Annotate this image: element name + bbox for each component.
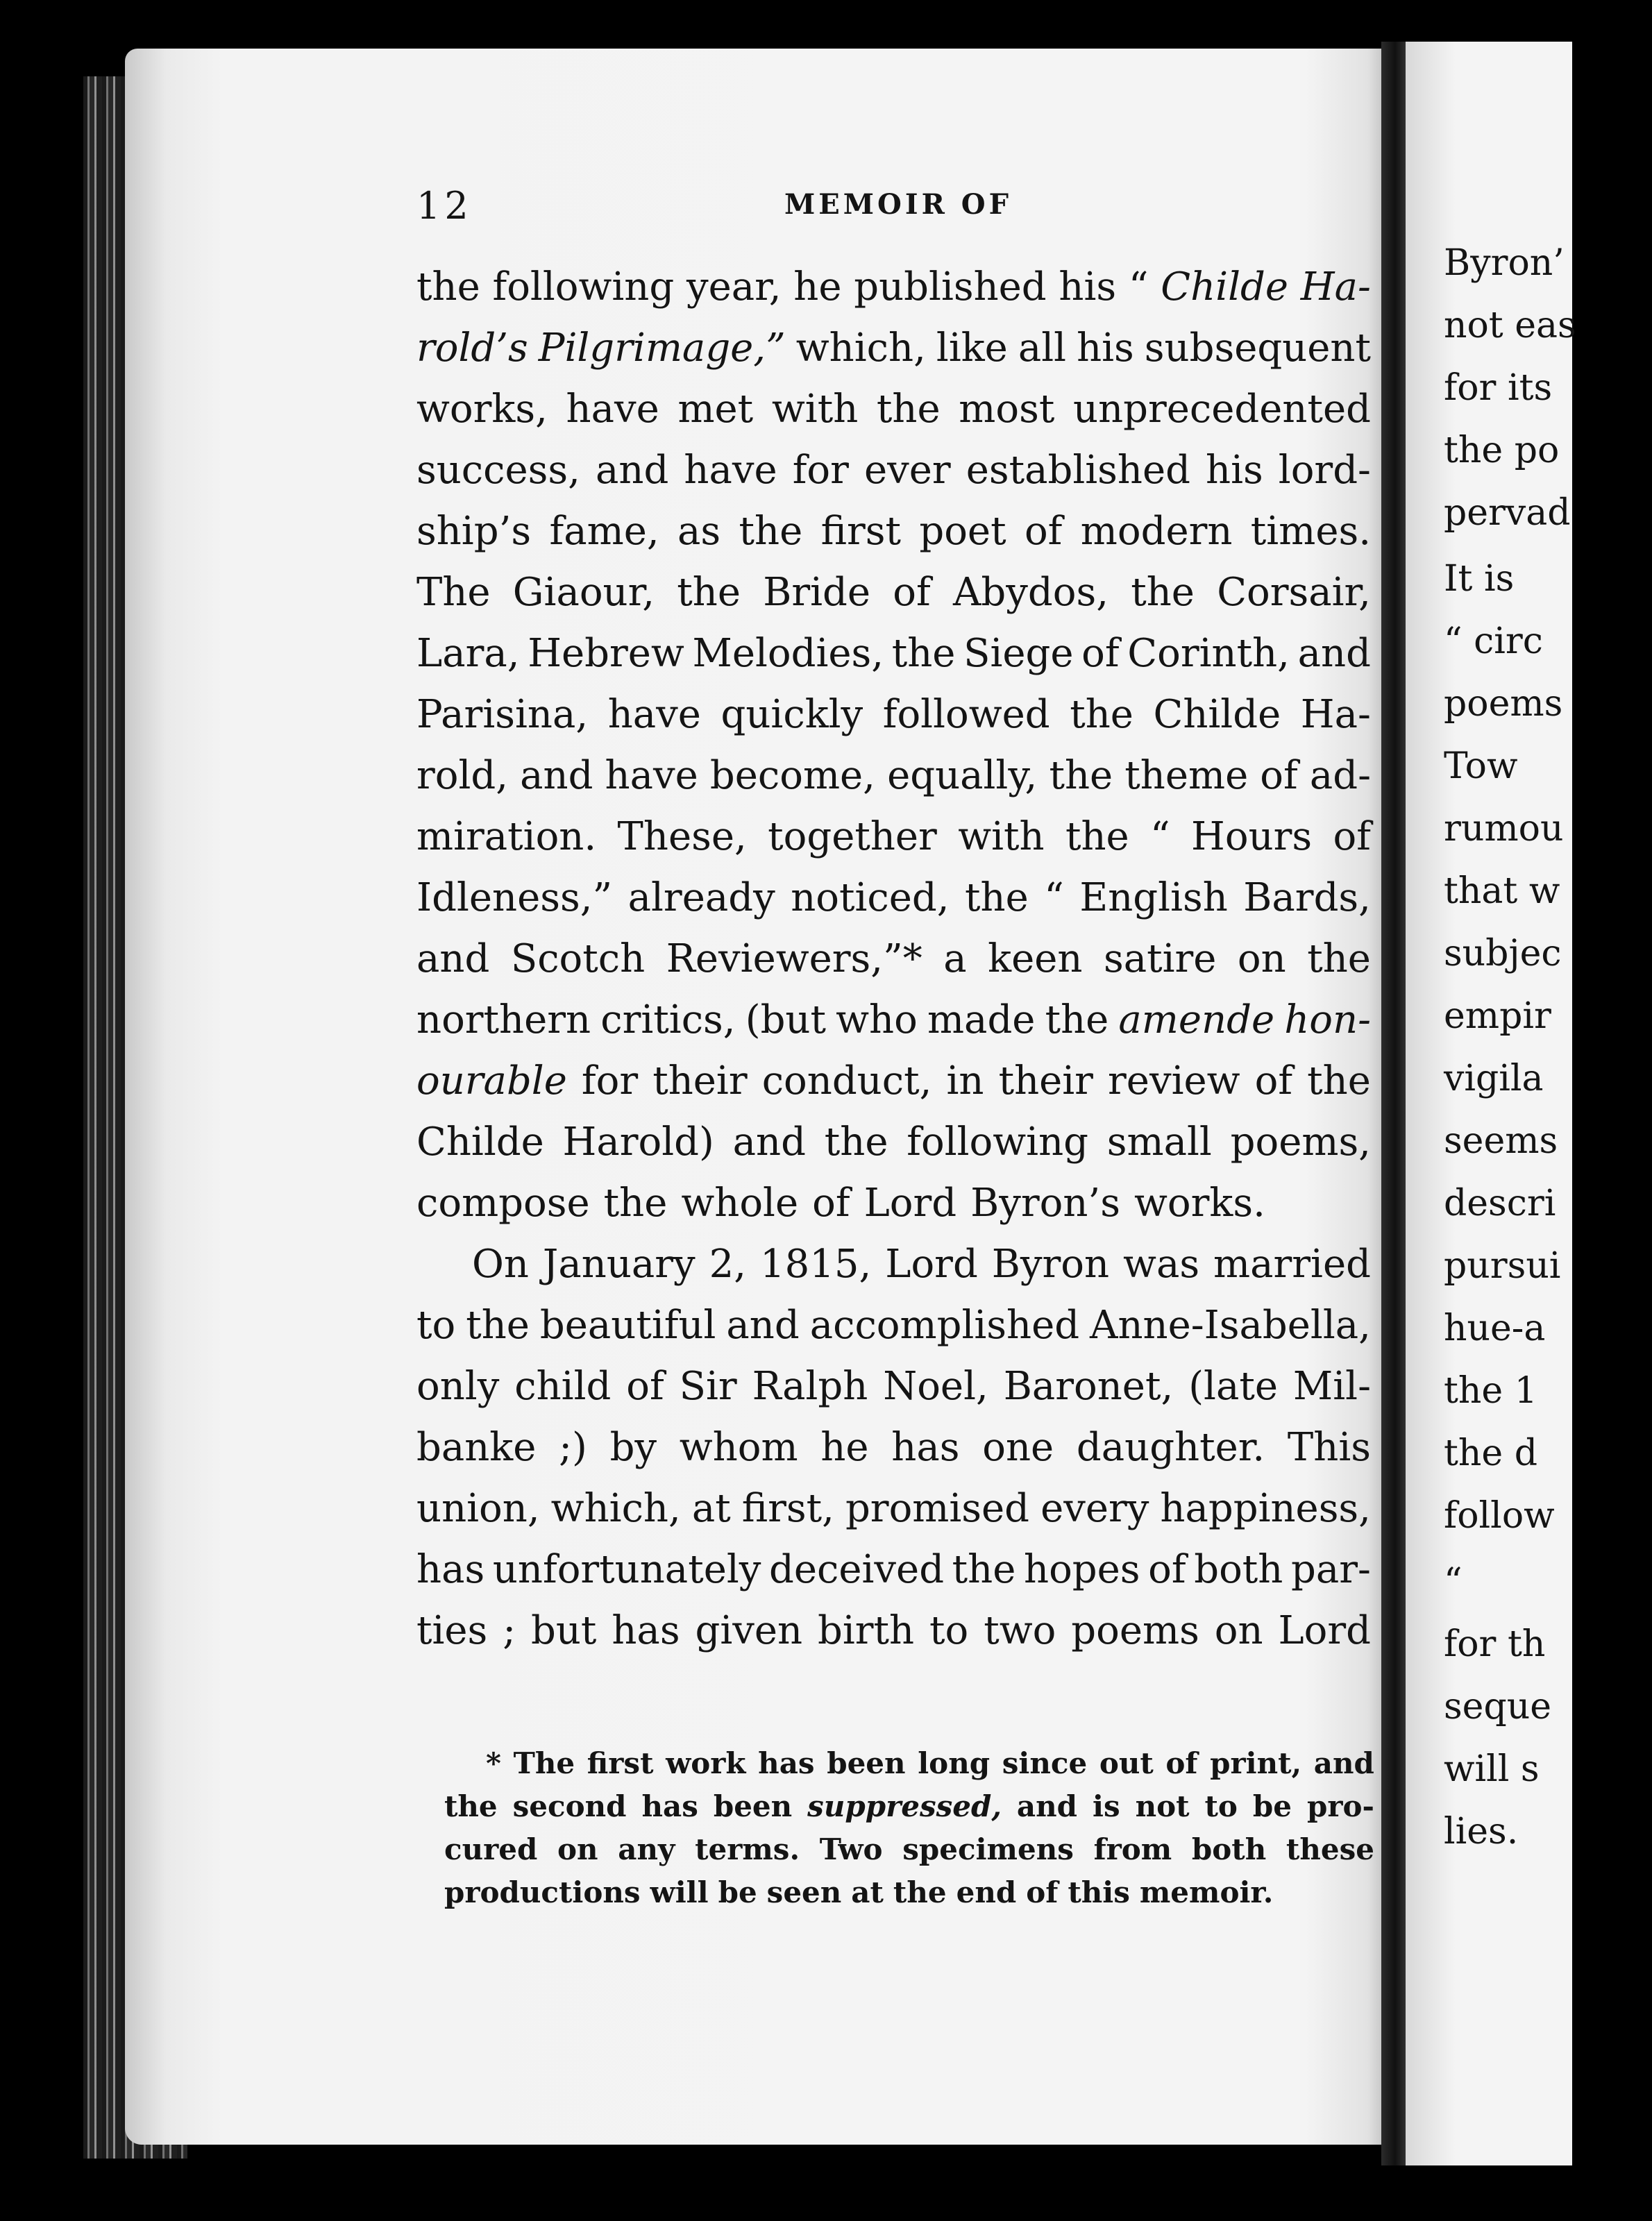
- word: Ha-: [1300, 264, 1371, 310]
- word: given: [695, 1608, 803, 1653]
- right-page-line: “ circ: [1444, 620, 1543, 662]
- word: Ha-: [1300, 692, 1371, 737]
- word: daughter.: [1076, 1425, 1265, 1470]
- body-line: [416, 1295, 1371, 1356]
- word: Siege: [963, 631, 1074, 676]
- word: unprecedented: [1073, 387, 1371, 432]
- word: have: [607, 692, 701, 737]
- footnote-word: any: [618, 1832, 675, 1866]
- footnote-word: be: [718, 1875, 757, 1909]
- word: has: [416, 1547, 485, 1592]
- word: as: [677, 509, 721, 554]
- footnote-word: this: [1068, 1875, 1130, 1909]
- word: of: [1148, 1547, 1186, 1592]
- word: rold’s: [416, 326, 528, 371]
- word: most: [959, 387, 1055, 432]
- word: January: [542, 1242, 696, 1287]
- word: works,: [416, 387, 548, 432]
- body-line: [416, 1234, 1371, 1295]
- word: which,: [550, 1486, 681, 1531]
- word: ;): [559, 1425, 587, 1470]
- word: conduct,: [761, 1058, 932, 1104]
- word: of: [893, 570, 931, 615]
- word: Pilgrimage,”: [538, 326, 786, 371]
- word: poems,: [1230, 1120, 1371, 1165]
- body-line: [416, 318, 1371, 379]
- word: works.: [1133, 1181, 1265, 1226]
- word: noticed,: [791, 875, 950, 920]
- body-line: [416, 440, 1371, 501]
- word: quickly: [720, 692, 863, 737]
- word: Byron: [991, 1242, 1110, 1287]
- word: in: [946, 1058, 984, 1104]
- footnote-word: has: [641, 1789, 698, 1823]
- footnote-word: to: [1204, 1789, 1238, 1823]
- word: the: [876, 387, 941, 432]
- body-line: [416, 257, 1371, 318]
- right-page-line: poems: [1444, 683, 1563, 725]
- footnote-word: from: [1093, 1832, 1172, 1866]
- word: satire: [1103, 936, 1217, 981]
- body-line: [416, 1112, 1371, 1173]
- footnote-word: the: [444, 1789, 498, 1823]
- footnote-word: out: [1099, 1746, 1154, 1780]
- word: Ralph: [752, 1364, 868, 1409]
- word: union,: [416, 1486, 540, 1531]
- word: the: [603, 1181, 668, 1226]
- footnote-word: pro-: [1306, 1789, 1374, 1823]
- word: banke: [416, 1425, 537, 1470]
- right-page-line: empir: [1444, 995, 1551, 1037]
- word: the: [1307, 1058, 1371, 1104]
- word: the: [1049, 753, 1113, 798]
- word: unfortunately: [492, 1547, 761, 1592]
- word: ;: [503, 1608, 516, 1653]
- word: miration.: [416, 814, 597, 859]
- word: compose: [416, 1181, 590, 1226]
- footnote-word: has: [758, 1746, 815, 1780]
- footnote-word: cured: [444, 1832, 538, 1866]
- body-line: [416, 379, 1371, 440]
- right-page-line: descri: [1444, 1183, 1556, 1224]
- right-page-line: “: [1444, 1561, 1463, 1603]
- right-page-line: the d: [1444, 1433, 1537, 1474]
- word: published: [854, 264, 1047, 310]
- word: who: [836, 997, 918, 1042]
- right-page-line: will s: [1444, 1748, 1540, 1790]
- footnote-word: been: [827, 1746, 906, 1780]
- word: married: [1213, 1242, 1371, 1287]
- body-line: [416, 990, 1371, 1051]
- footnote-word: suppressed,: [807, 1789, 1002, 1823]
- word: Hebrew: [528, 631, 684, 676]
- footnote-word: work: [666, 1746, 746, 1780]
- word: two: [984, 1608, 1056, 1653]
- footnote-word: of: [1165, 1746, 1198, 1780]
- word: beautiful: [539, 1303, 716, 1348]
- word: and: [1297, 631, 1371, 676]
- word: the: [1307, 936, 1371, 981]
- word: Abydos,: [952, 570, 1109, 615]
- word: have: [605, 753, 698, 798]
- word: keen: [988, 936, 1083, 981]
- footnote-word: since: [1002, 1746, 1088, 1780]
- word: times.: [1250, 509, 1371, 554]
- footnote-word: terms.: [695, 1832, 800, 1866]
- word: fame,: [549, 509, 659, 554]
- right-page-line: Tow: [1444, 745, 1518, 787]
- word: “: [1044, 875, 1064, 920]
- word: ties: [416, 1608, 488, 1653]
- word: (late: [1188, 1364, 1278, 1409]
- word: already: [627, 875, 775, 920]
- word: lord-: [1278, 448, 1371, 493]
- footnote-word: and: [1313, 1746, 1374, 1780]
- footnote-word: *: [486, 1746, 501, 1780]
- word: following: [492, 264, 675, 310]
- right-page-line: that w: [1444, 870, 1560, 912]
- word: Reviewers,”*: [666, 936, 922, 981]
- word: Bards,: [1243, 875, 1371, 920]
- word: happiness,: [1160, 1486, 1371, 1531]
- word: modern: [1080, 509, 1233, 554]
- footnote-word: these: [1286, 1832, 1374, 1866]
- word: a: [943, 936, 967, 981]
- word: 2,: [709, 1242, 747, 1287]
- word: Giaour,: [512, 570, 655, 615]
- word: was: [1123, 1242, 1200, 1287]
- footnote-word: not: [1135, 1789, 1190, 1823]
- footnote-word: second: [512, 1789, 627, 1823]
- right-page-line: for its: [1444, 367, 1553, 409]
- right-page-line: It is: [1444, 558, 1515, 600]
- word: met: [677, 387, 754, 432]
- word: Parisina,: [416, 692, 589, 737]
- body-line: [416, 929, 1371, 990]
- word: every: [1040, 1486, 1149, 1531]
- word: Corinth,: [1127, 631, 1290, 676]
- word: These,: [617, 814, 747, 859]
- word: Lord: [863, 1181, 957, 1226]
- word: but: [531, 1608, 597, 1653]
- footnote-word: productions: [444, 1875, 641, 1909]
- word: Childe: [416, 1120, 544, 1165]
- word: poems: [1071, 1608, 1199, 1653]
- body-line: [416, 623, 1371, 684]
- word: of: [1260, 753, 1298, 798]
- word: The: [416, 570, 491, 615]
- word: he: [793, 264, 842, 310]
- body-line: [416, 1051, 1371, 1112]
- word: Lord: [1278, 1608, 1371, 1653]
- word: become,: [709, 753, 875, 798]
- word: and: [596, 448, 669, 493]
- right-page-line: pervad: [1444, 492, 1571, 534]
- word: like: [936, 326, 1008, 371]
- word: to: [416, 1303, 456, 1348]
- word: made: [927, 997, 1036, 1042]
- word: amende: [1118, 997, 1275, 1042]
- footnote-line: [444, 1871, 1374, 1914]
- word: one: [982, 1425, 1054, 1470]
- right-page-line: rumou: [1444, 808, 1564, 850]
- word: ad-: [1309, 753, 1371, 798]
- body-line: [416, 807, 1371, 868]
- word: established: [966, 448, 1190, 493]
- word: small: [1106, 1120, 1212, 1165]
- word: Idleness,”: [416, 875, 613, 920]
- word: by: [609, 1425, 657, 1470]
- word: the: [1131, 570, 1195, 615]
- word: following: [907, 1120, 1088, 1165]
- right-page-line: not eas: [1444, 305, 1576, 346]
- word: the: [965, 875, 1029, 920]
- word: 1815,: [760, 1242, 872, 1287]
- body-line: [416, 1539, 1371, 1601]
- word: deceived: [769, 1547, 945, 1592]
- right-page-line: Byron’: [1444, 242, 1565, 284]
- footnote-word: will: [650, 1875, 709, 1909]
- word: Melodies,: [692, 631, 884, 676]
- word: year,: [686, 264, 782, 310]
- footnote-word: of: [1026, 1875, 1059, 1909]
- body-line: [416, 501, 1371, 562]
- body-line: [416, 745, 1371, 807]
- footnote-word: is: [1093, 1789, 1120, 1823]
- word: at: [691, 1486, 731, 1531]
- word: Scotch: [510, 936, 646, 981]
- right-page-line: follow: [1444, 1495, 1555, 1537]
- word: for: [792, 448, 849, 493]
- word: Anne-Isabella,: [1090, 1303, 1371, 1348]
- word: This: [1287, 1425, 1371, 1470]
- word: with: [958, 814, 1045, 859]
- word: subsequent: [1144, 326, 1371, 371]
- footnote-word: at: [851, 1875, 884, 1909]
- footnote-word: Two: [819, 1832, 883, 1866]
- word: Sir: [679, 1364, 737, 1409]
- word: the: [677, 570, 741, 615]
- word: Childe: [1161, 264, 1288, 310]
- body-line: [416, 562, 1371, 623]
- word: child: [514, 1364, 612, 1409]
- word: theme: [1124, 753, 1249, 798]
- word: critics,: [600, 997, 736, 1042]
- right-page-line: hue-a: [1444, 1308, 1546, 1349]
- word: the: [416, 264, 480, 310]
- word: ourable: [416, 1058, 567, 1104]
- word: has: [891, 1425, 960, 1470]
- word: hon-: [1284, 997, 1371, 1042]
- word: with: [771, 387, 859, 432]
- word: the: [952, 1547, 1016, 1592]
- word: his: [1059, 264, 1117, 310]
- word: the: [891, 631, 956, 676]
- word: promised: [845, 1486, 1030, 1531]
- word: their: [652, 1058, 748, 1104]
- word: poet: [919, 509, 1006, 554]
- word: of: [1333, 814, 1371, 859]
- word: the: [466, 1303, 530, 1348]
- word: both: [1194, 1547, 1283, 1592]
- word: have: [684, 448, 777, 493]
- word: hopes: [1024, 1547, 1140, 1592]
- right-page-line: pursui: [1444, 1245, 1561, 1287]
- word: he: [820, 1425, 869, 1470]
- right-page-line: seque: [1444, 1686, 1552, 1728]
- right-page-line: seems: [1444, 1120, 1558, 1162]
- footnote-word: print,: [1210, 1746, 1302, 1780]
- word: equally,: [887, 753, 1038, 798]
- word: (but: [745, 997, 826, 1042]
- running-head: MEMOIR OF: [784, 188, 1013, 221]
- footnote-line: [444, 1785, 1374, 1828]
- word: and: [416, 936, 490, 981]
- footnote-word: and: [1016, 1789, 1078, 1823]
- word: Lara,: [416, 631, 520, 676]
- word: On: [472, 1242, 529, 1287]
- word: Mil-: [1292, 1364, 1371, 1409]
- footnote-word: first: [587, 1746, 654, 1780]
- right-page-line: the 1: [1444, 1370, 1537, 1412]
- word: of: [1254, 1058, 1293, 1104]
- word: Corsair,: [1217, 570, 1371, 615]
- word: his: [1206, 448, 1263, 493]
- word: the: [1070, 692, 1133, 737]
- book-gutter: [1381, 42, 1409, 2165]
- right-page-line: lies.: [1444, 1811, 1519, 1852]
- word: whom: [679, 1425, 798, 1470]
- right-page-line: vigila: [1444, 1058, 1544, 1099]
- word: their: [998, 1058, 1093, 1104]
- word: on: [1237, 936, 1286, 981]
- footnote-line: [444, 1828, 1374, 1871]
- right-page-line: for th: [1444, 1623, 1546, 1665]
- body-line: [416, 868, 1371, 929]
- word: review: [1108, 1058, 1240, 1104]
- footnote-line: [444, 1742, 1374, 1785]
- word: to: [929, 1608, 969, 1653]
- word: success,: [416, 448, 580, 493]
- footnote-word: on: [557, 1832, 598, 1866]
- word: have: [566, 387, 659, 432]
- word: of: [626, 1364, 664, 1409]
- right-page-line: the po: [1444, 430, 1560, 471]
- footnote-word: specimens: [902, 1832, 1074, 1866]
- body-line: [416, 1173, 1371, 1234]
- footnote-word: be: [1252, 1789, 1292, 1823]
- word: Hours: [1191, 814, 1313, 859]
- footnote-word: end: [956, 1875, 1017, 1909]
- word: the: [739, 509, 803, 554]
- word: birth: [818, 1608, 915, 1653]
- word: of: [812, 1181, 850, 1226]
- word: whole: [681, 1181, 799, 1226]
- word: and: [732, 1120, 806, 1165]
- word: “: [1128, 264, 1149, 310]
- word: ever: [863, 448, 951, 493]
- page-number: 12: [416, 184, 473, 228]
- word: on: [1214, 1608, 1263, 1653]
- body-line: [416, 684, 1371, 745]
- word: first: [820, 509, 901, 554]
- word: has: [612, 1608, 680, 1653]
- right-page-line: subjec: [1444, 933, 1562, 974]
- word: of: [1081, 631, 1120, 676]
- word: Baronet,: [1003, 1364, 1174, 1409]
- right-page-fragment: [1406, 42, 1576, 2165]
- footnote-word: the: [893, 1875, 947, 1909]
- word: only: [416, 1364, 500, 1409]
- word: Noel,: [883, 1364, 988, 1409]
- word: and: [520, 753, 593, 798]
- word: ship’s: [416, 509, 532, 554]
- word: “: [1150, 814, 1170, 859]
- word: Harold): [562, 1120, 714, 1165]
- word: Bride: [763, 570, 871, 615]
- footnote-word: seen: [766, 1875, 842, 1909]
- word: of: [1024, 509, 1063, 554]
- body-line: [416, 1478, 1371, 1539]
- footnote-word: memoir.: [1139, 1875, 1274, 1909]
- word: English: [1079, 875, 1228, 920]
- body-line: [416, 1417, 1371, 1478]
- word: for: [581, 1058, 639, 1104]
- word: the: [1045, 997, 1109, 1042]
- word: Lord: [885, 1242, 978, 1287]
- word: followed: [882, 692, 1050, 737]
- word: which,: [795, 326, 926, 371]
- word: par-: [1291, 1547, 1371, 1592]
- word: all: [1018, 326, 1067, 371]
- word: rold,: [416, 753, 509, 798]
- footnote-word: both: [1191, 1832, 1267, 1866]
- word: his: [1077, 326, 1134, 371]
- body-line: [416, 1601, 1371, 1662]
- word: northern: [416, 997, 591, 1042]
- word: and: [726, 1303, 800, 1348]
- word: the: [1065, 814, 1129, 859]
- body-line: [416, 1356, 1371, 1417]
- word: Childe: [1153, 692, 1281, 737]
- word: first,: [741, 1486, 834, 1531]
- word: Byron’s: [970, 1181, 1120, 1226]
- word: together: [768, 814, 937, 859]
- footnote-word: long: [918, 1746, 991, 1780]
- word: the: [824, 1120, 888, 1165]
- footnote-word: been: [713, 1789, 793, 1823]
- word: accomplished: [809, 1303, 1080, 1348]
- footnote-word: The: [513, 1746, 575, 1780]
